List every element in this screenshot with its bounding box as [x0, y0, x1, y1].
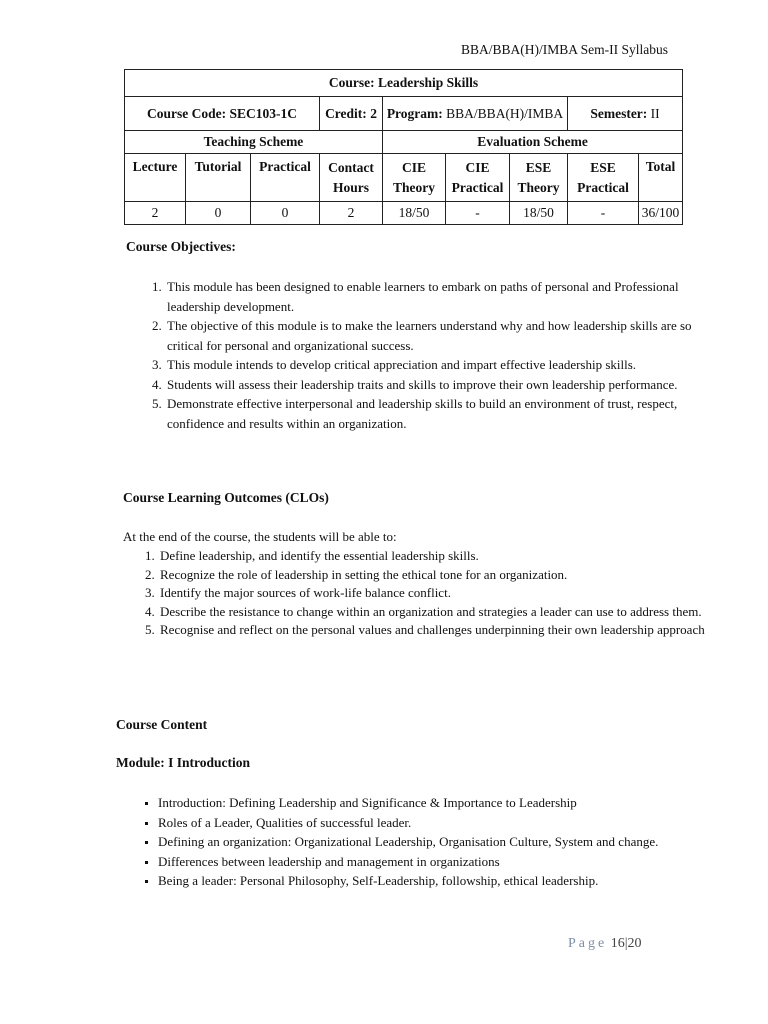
page-word: Page: [568, 936, 608, 951]
practical-header-text: Practical: [259, 159, 311, 174]
list-item: 2. The objective of this module is to make the learners understand why and how leadership skills are so critical for personal and organizational success.: [165, 316, 725, 355]
course-code-value: SEC103-1C: [229, 105, 297, 121]
total-header-text: Total: [645, 159, 676, 174]
lecture-header-text: Lecture: [132, 159, 178, 174]
page-footer: [568, 936, 642, 952]
list-item: ▪ Roles of a Leader, Qualities of successful leader.: [158, 813, 718, 833]
cie-practical-value: -: [446, 202, 510, 225]
objectives-heading: Course Objectives:: [126, 239, 236, 254]
page-number: 16: [610, 936, 625, 951]
list-item: ▪ Defining an organization: Organizational Leadership, Organisation Culture, System and change.: [158, 832, 718, 852]
credit-label: Credit:: [325, 105, 367, 121]
course-title-row: [125, 70, 683, 97]
tutorial-header-text: Tutorial: [194, 159, 242, 174]
list-item: 3. Identify the major sources of work-life balance conflict.: [158, 584, 718, 603]
page-separator: |: [624, 936, 628, 951]
course-title-cell: [125, 70, 683, 97]
document-header: BBA/BBA(H)/IMBA Sem-II Syllabus: [460, 42, 668, 57]
cie-theory-line-1: CIE: [401, 159, 426, 175]
credit-cell: [320, 97, 383, 131]
course-name: Leadership Skills: [377, 75, 479, 90]
module-heading: Module: I Introduction: [116, 755, 251, 770]
list-item: 4. Students will assess their leadership traits and skills to improve their own leadership performance.: [165, 375, 725, 395]
tutorial-header: [186, 154, 251, 202]
total-value: 36/100: [639, 202, 683, 225]
contact-hours-line-1: Contact: [328, 159, 374, 175]
semester-cell: [568, 97, 683, 131]
course-code-label: Course Code:: [146, 105, 227, 121]
list-item: 1. This module has been designed to enable learners to embark on paths of personal and Professional leadership development.: [165, 277, 725, 316]
course-content-heading: Course Content: [116, 717, 208, 732]
lecture-value: 2: [125, 202, 186, 225]
lecture-header: [125, 154, 186, 202]
values-row: [125, 202, 683, 225]
cie-practical-line-2: Practical: [451, 179, 504, 195]
cie-theory-value: 18/50: [383, 202, 446, 225]
clos-intro: At the end of the course, the students will be able to:: [123, 529, 397, 544]
credit-value: 2: [370, 105, 377, 121]
program-value: BBA/BBA(H)/IMBA: [446, 105, 564, 121]
total-pages: 20: [627, 936, 642, 951]
cie-theory-header: [383, 154, 446, 202]
cie-practical-header: [446, 154, 510, 202]
ese-theory-header: [510, 154, 568, 202]
list-item: 2. Recognize the role of leadership in setting the ethical tone for an organization.: [158, 566, 718, 585]
ese-theory-line-1: ESE: [525, 159, 552, 175]
contact-hours-line-2: Hours: [332, 179, 369, 195]
list-item: 4. Describe the resistance to change within an organization and strategies a leader can use to address them.: [158, 603, 718, 622]
ese-practical-line-2: Practical: [577, 179, 629, 195]
teaching-scheme-header: Teaching Scheme: [125, 131, 383, 154]
ese-practical-line-1: ESE: [590, 159, 616, 175]
course-label: Course:: [328, 75, 375, 90]
program-cell: [383, 97, 568, 131]
evaluation-scheme-header: Evaluation Scheme: [383, 131, 683, 154]
tutorial-value: 0: [186, 202, 251, 225]
ese-practical-header: [568, 154, 639, 202]
ese-practical-value: -: [568, 202, 639, 225]
list-item: 5. Demonstrate effective interpersonal and leadership skills to build an environment of trust, respect, confidence and results within an organization.: [165, 394, 725, 433]
clos-list: [118, 547, 718, 640]
clos-heading: Course Learning Outcomes (CLOs): [123, 490, 329, 505]
list-item: 5. Recognise and reflect on the personal values and challenges underpinning their own leadership approach: [158, 621, 718, 640]
list-item: ▪ Differences between leadership and management in organizations: [158, 852, 718, 872]
module-topics-list: [118, 793, 718, 891]
practical-header: [251, 154, 320, 202]
cie-practical-line-1: CIE: [465, 159, 490, 175]
semester-label: Semester:: [590, 105, 648, 121]
list-item: 1. Define leadership, and identify the essential leadership skills.: [158, 547, 718, 566]
list-item: 3. This module intends to develop critical appreciation and impart effective leadership skills.: [165, 355, 725, 375]
contact-hours-value: 2: [320, 202, 383, 225]
cie-theory-line-2: Theory: [393, 179, 435, 195]
list-item: ▪ Being a leader: Personal Philosophy, Self-Leadership, followship, ethical leadership.: [158, 871, 718, 891]
column-header-row: [125, 154, 683, 202]
course-code-row: [125, 97, 683, 131]
ese-theory-line-2: Theory: [517, 179, 560, 195]
contact-hours-header: [320, 154, 383, 202]
objectives-list: [125, 277, 725, 433]
course-details-table: [124, 69, 683, 225]
course-code-cell: [125, 97, 320, 131]
scheme-row: [125, 131, 683, 154]
total-header: [639, 154, 683, 202]
practical-value: 0: [251, 202, 320, 225]
list-item: ▪ Introduction: Defining Leadership and Significance & Importance to Leadership: [158, 793, 718, 813]
semester-value: II: [650, 105, 660, 121]
program-label: Program:: [386, 105, 443, 121]
ese-theory-value: 18/50: [510, 202, 568, 225]
